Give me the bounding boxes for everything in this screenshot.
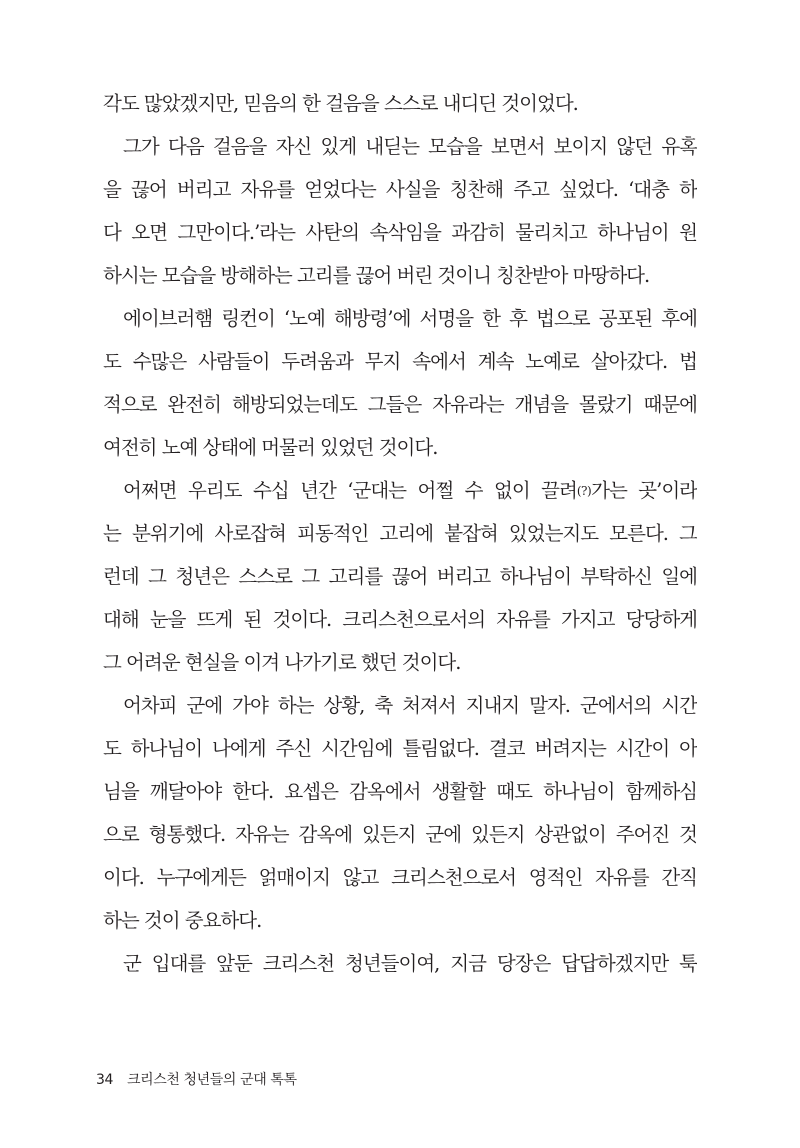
paragraph	[103, 469, 697, 684]
text-line: 는 분위기에 사로잡혀 피동적인 고리에 붙잡혀 있었는지도 모른다. 그	[103, 522, 697, 545]
text-line: 어차피 군에 가야 하는 상황, 축 처져서 지내지 말자. 군에서의 시간	[123, 694, 697, 717]
paragraph	[103, 82, 697, 125]
text-line: 대해 눈을 뜨게 된 것이다. 크리스천으로서의 자유를 가지고 당당하게	[103, 608, 697, 631]
paragraph	[103, 684, 697, 942]
text-line: 에이브러햄 링컨이 ‘노예 해방령’에 서명을 한 후 법으로 공포된 후에	[123, 307, 697, 330]
text-line: 여전히 노예 상태에 머물러 있었던 것이다.	[103, 436, 438, 459]
text-line: 그가 다음 걸음을 자신 있게 내딛는 모습을 보면서 보이지 않던 유혹	[123, 135, 697, 158]
page-footer	[96, 1071, 297, 1089]
text-line: 적으로 완전히 해방되었는데도 그들은 자유라는 개념을 몰랐기 때문에	[103, 393, 697, 416]
paragraph	[103, 942, 697, 985]
text-line: 을 끊어 버리고 자유를 얻었다는 사실을 칭찬해 주고 싶었다. ‘대충 하	[103, 178, 697, 201]
text-line: 도 수많은 사람들이 두려움과 무지 속에서 계속 노예로 살아갔다. 법	[103, 350, 697, 373]
body-text	[103, 82, 697, 985]
text-line: 런데 그 청년은 스스로 그 고리를 끊어 버리고 하나님이 부탁하신 일에	[103, 565, 697, 588]
text-line: 각도 많았겠지만, 믿음의 한 걸음을 스스로 내디딘 것이었다.	[103, 92, 578, 115]
paragraph	[103, 125, 697, 297]
running-title: 크리스천 청년들의 군대 톡톡	[127, 1072, 297, 1088]
text-line: 하시는 모습을 방해하는 고리를 끊어 버린 것이니 칭찬받아 마땅하다.	[103, 264, 650, 287]
question-mark-annotation: (?)	[576, 484, 592, 498]
paragraph	[103, 297, 697, 469]
text-line: 이다. 누구에게든 얽매이지 않고 크리스천으로서 영적인 자유를 간직	[103, 866, 697, 889]
text-line: 군 입대를 앞둔 크리스천 청년들이여, 지금 당장은 답답하겠지만 툭	[123, 952, 697, 975]
text-line: 님을 깨달아야 한다. 요셉은 감옥에서 생활할 때도 하나님이 함께하심	[103, 780, 697, 803]
page-number: 34	[96, 1072, 114, 1088]
text-line: 도 하나님이 나에게 주신 시간임에 틀림없다. 결코 버려지는 시간이 아	[103, 737, 697, 760]
text-line: 그 어려운 현실을 이겨 나가기로 했던 것이다.	[103, 651, 461, 674]
text-line: 하는 것이 중요하다.	[103, 909, 262, 932]
text-line: 으로 형통했다. 자유는 감옥에 있든지 군에 있든지 상관없이 주어진 것	[103, 823, 697, 846]
text-segment: 가는 곳’이라	[591, 479, 697, 502]
text-line	[103, 469, 697, 512]
text-line: 다 오면 그만이다.’라는 사탄의 속삭임을 과감히 물리치고 하나님이 원	[103, 221, 697, 244]
text-segment: 어쩌면 우리도 수십 년간 ‘군대는 어쩔 수 없이 끌려	[123, 479, 577, 502]
